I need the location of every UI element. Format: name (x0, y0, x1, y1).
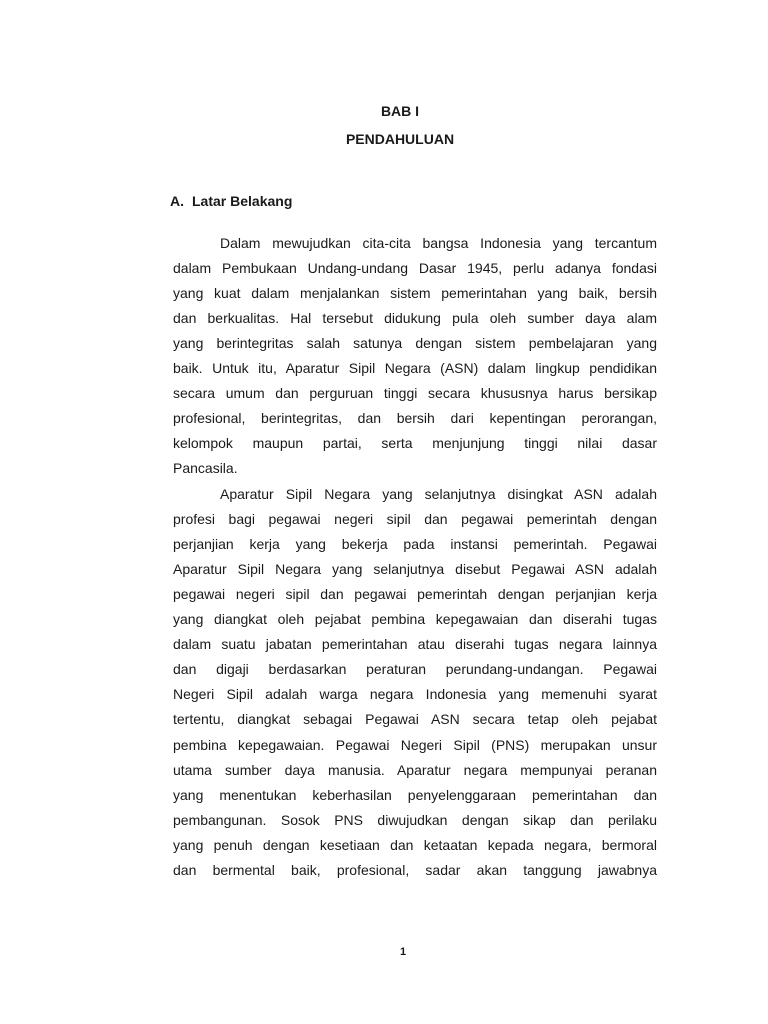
text-line: kelompok maupun partai, serta menjunjung tinggi nilai dasar (173, 435, 657, 451)
text-line: Pancasila. (173, 460, 238, 476)
section-title: Latar Belakang (192, 193, 293, 209)
text-line: Negeri Sipil adalah warga negara Indonesia yang memenuhi syarat (173, 686, 657, 702)
text-line: baik. Untuk itu, Aparatur Sipil Negara (ASN) dalam lingkup pendidikan (173, 360, 657, 376)
chapter-title: PENDAHULUAN (345, 131, 455, 147)
text-line: utama sumber daya manusia. Aparatur negara mempunyai peranan (173, 762, 657, 778)
text-line: tertentu, diangkat sebagai Pegawai ASN secara tetap oleh pejabat (173, 711, 657, 727)
text-line: perjanjian kerja yang bekerja pada instansi pemerintah. Pegawai (173, 536, 657, 552)
text-line: yang diangkat oleh pejabat pembina kepegawaian dan diserahi tugas (173, 611, 657, 627)
text-line: Aparatur Sipil Negara yang selanjutnya disingkat ASN adalah (220, 486, 657, 502)
text-line: pegawai negeri sipil dan pegawai pemerintah dengan perjanjian kerja (173, 586, 657, 602)
text-line: yang berintegritas salah satunya dengan sistem pembelajaran yang (173, 335, 657, 351)
section-number: A. (170, 193, 184, 209)
text-line: yang menentukan keberhasilan penyelenggaraan pemerintahan dan (173, 787, 657, 803)
text-line: pembina kepegawaian. Pegawai Negeri Sipil (PNS) merupakan unsur (173, 737, 657, 753)
text-line: pembangunan. Sosok PNS diwujudkan dengan sikap dan perilaku (173, 812, 657, 828)
text-line: secara umum dan perguruan tinggi secara khususnya harus bersikap (173, 385, 657, 401)
text-line: dalam suatu jabatan pemerintahan atau diserahi tugas negara lainnya (173, 636, 657, 652)
text-line: dan digaji berdasarkan peraturan perundang-undangan. Pegawai (173, 661, 657, 677)
page-number: 1 (399, 946, 407, 958)
text-line: dan berkualitas. Hal tersebut didukung pula oleh sumber daya alam (173, 310, 657, 326)
chapter-label: BAB I (380, 103, 420, 119)
section-heading (170, 193, 292, 209)
text-line: dalam Pembukaan Undang-undang Dasar 1945, perlu adanya fondasi (173, 260, 657, 276)
text-line: yang kuat dalam menjalankan sistem pemerintahan yang baik, bersih (173, 285, 657, 301)
text-line: yang penuh dengan kesetiaan dan ketaatan kepada negara, bermoral (173, 837, 657, 853)
text-line: profesional, berintegritas, dan bersih dari kepentingan perorangan, (173, 410, 657, 426)
text-line: Dalam mewujudkan cita-cita bangsa Indonesia yang tercantum (220, 235, 657, 251)
text-line: dan bermental baik, profesional, sadar akan tanggung jawabnya (173, 862, 657, 878)
text-line: Aparatur Sipil Negara yang selanjutnya disebut Pegawai ASN adalah (173, 561, 657, 577)
text-line: profesi bagi pegawai negeri sipil dan pegawai pemerintah dengan (173, 511, 657, 527)
